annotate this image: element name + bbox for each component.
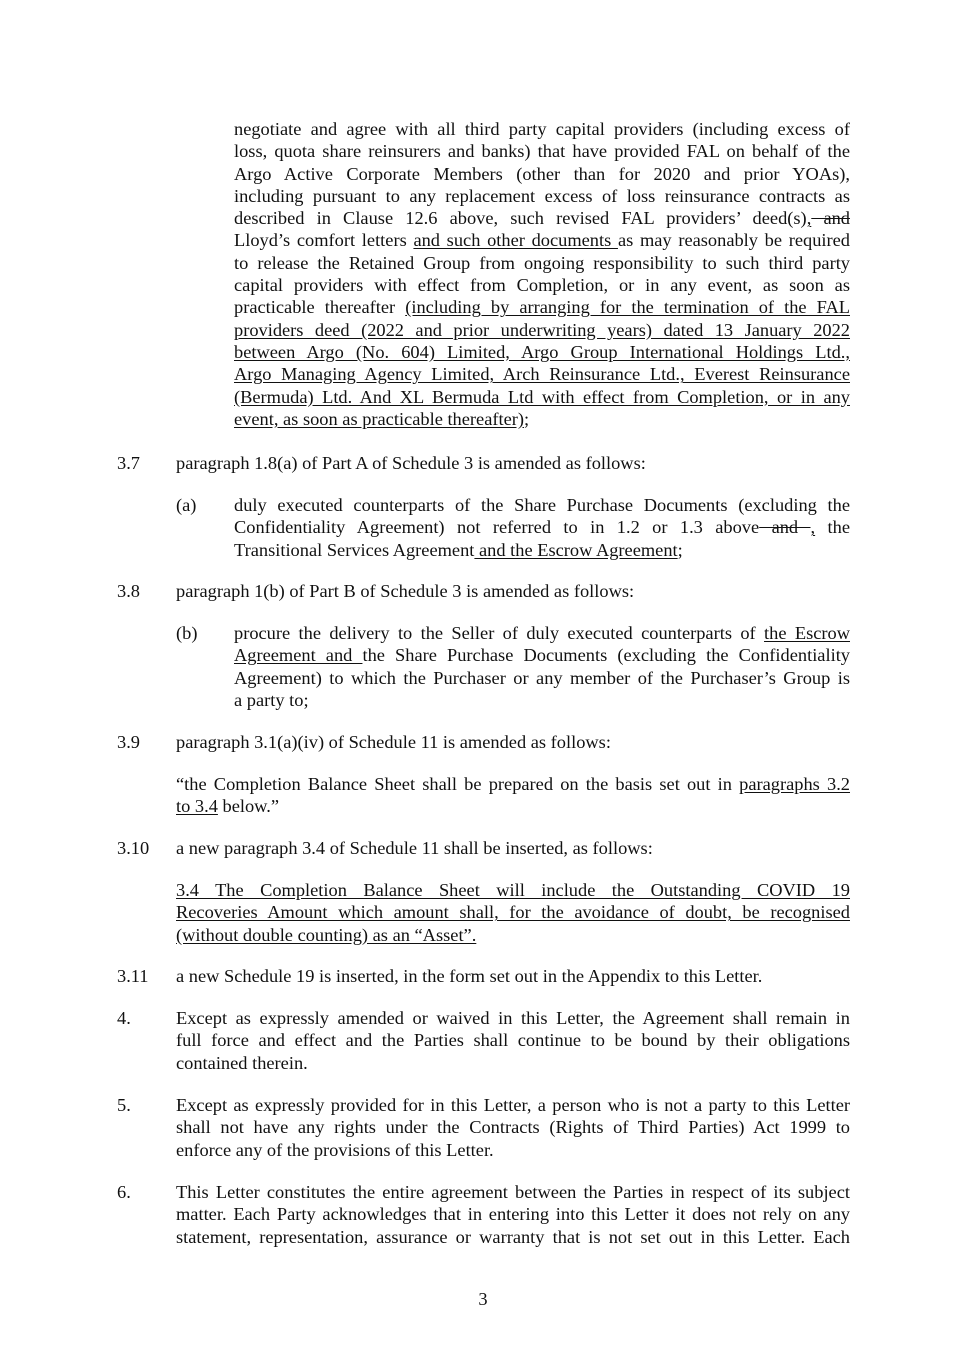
deleted-text: and xyxy=(759,517,811,538)
text-line: a party to; xyxy=(234,689,309,710)
text-line: Except as expressly provided for in this Letter, a person who is not a party to this Letter xyxy=(176,1095,850,1115)
text-line xyxy=(234,341,850,363)
clause-text xyxy=(176,1094,850,1161)
sub-clause-number: (a) xyxy=(176,495,197,515)
text-line xyxy=(176,773,850,795)
clause-number: 4. xyxy=(117,1008,131,1028)
text-line: shall not have any rights under the Contracts (Rights of Third Parties) Act 1999 to xyxy=(176,1117,850,1138)
clause-text xyxy=(176,1007,850,1074)
inserted-text: (including by arranging for the termination of the FAL xyxy=(405,297,850,318)
inserted-text: (without double counting) as an “Asset”. xyxy=(176,924,477,945)
inserted-text: , xyxy=(810,517,816,538)
clause-heading: paragraph 1(b) of Part B of Schedule 3 is amended as follows: xyxy=(176,581,635,601)
text-run: described in Clause 12.6 above, such revised FAL providers’ deed(s) xyxy=(234,208,807,229)
text-line: capital providers with effect from Completion, or in any event, as soon as xyxy=(234,275,850,296)
clause-number: 3.7 xyxy=(117,453,140,473)
text-line xyxy=(234,296,850,318)
text-line: Argo Active Corporate Members (other than for 2020 and prior YOAs), xyxy=(234,163,850,184)
text-run: practicable thereafter xyxy=(234,297,406,318)
text-line xyxy=(234,539,850,561)
clause-heading: a new paragraph 3.4 of Schedule 11 shall be inserted, as follows: xyxy=(176,838,653,858)
clause-number: 3.8 xyxy=(117,581,140,601)
continuation-paragraph xyxy=(234,118,850,430)
inserted-text: between Argo (No. 604) Limited, Argo Group International Holdings Ltd., xyxy=(234,341,850,362)
text-line: full force and effect and the Parties shall continue to be bound by their obligations xyxy=(176,1030,850,1051)
inserted-text: and the Escrow Agreement xyxy=(474,539,678,560)
text-line: to release the Retained Group from ongoing responsibility to such third party xyxy=(234,252,850,273)
text-line: Except as expressly amended or waived in this Letter, the Agreement shall remain in xyxy=(176,1008,850,1028)
text-line xyxy=(234,644,850,666)
text-line xyxy=(234,207,850,229)
page-number: 3 xyxy=(478,1289,488,1309)
clause-text: a new Schedule 19 is inserted, in the form set out in the Appendix to this Letter. xyxy=(176,966,763,986)
text-run: procure the delivery to the Seller of duly executed counterparts of xyxy=(234,623,765,643)
text-line: including pursuant to any replacement excess of loss reinsurance contracts as xyxy=(234,185,850,206)
deleted-text: and xyxy=(811,208,850,229)
text-run: the Share Purchase Documents (excluding the Confidentiality xyxy=(362,645,850,666)
inserted-text: Argo Managing Agency Limited, Arch Reinsurance Ltd., Everest Reinsurance xyxy=(234,364,850,385)
text-line: statement, representation, assurance or warranty that is not set out in this Letter. Each xyxy=(176,1226,850,1247)
text-line: matter. Each Party acknowledges that in entering into this Letter it does not rely on any xyxy=(176,1204,850,1225)
inserted-text: 3.4 The Completion Balance Sheet will include the Outstanding COVID 19 xyxy=(176,880,850,900)
text-run: the xyxy=(815,517,850,538)
text-line: duly executed counterparts of the Share Purchase Documents (excluding the xyxy=(234,495,850,515)
inserted-text: providers deed (2022 and prior underwriting years) dated 13 January 2022 xyxy=(234,319,850,340)
clause-text xyxy=(176,1181,850,1248)
inserted-text: and such other documents xyxy=(413,230,618,251)
inserted-paragraph xyxy=(176,879,850,946)
text-line xyxy=(176,924,850,946)
clause-number: 3.11 xyxy=(117,966,149,986)
text-line xyxy=(234,319,850,341)
text-run: Lloyd’s comfort letters xyxy=(234,230,414,251)
inserted-text: to 3.4 xyxy=(176,796,218,817)
text-line: This Letter constitutes the entire agreement between the Parties in respect of its subject xyxy=(176,1182,850,1202)
text-line xyxy=(234,386,850,408)
quoted-text xyxy=(176,773,850,818)
inserted-text: paragraphs 3.2 xyxy=(739,774,850,794)
clause-number: 3.9 xyxy=(117,732,140,752)
text-line xyxy=(176,795,850,817)
text-line xyxy=(234,229,850,251)
text-line: Agreement) to which the Purchaser or any member of the Purchaser’s Group is xyxy=(234,667,850,688)
text-run: ; xyxy=(524,408,530,429)
clause-number: 5. xyxy=(117,1095,131,1115)
text-line: negotiate and agree with all third party capital providers (including excess of xyxy=(234,119,850,139)
inserted-text: Recoveries Amount which amount shall, for the avoidance of doubt, be recognised xyxy=(176,902,850,923)
inserted-text: , xyxy=(806,208,812,229)
inserted-text: (Bermuda) Ltd. And XL Bermuda Ltd with effect from Completion, or in any xyxy=(234,386,850,407)
sub-clause-text xyxy=(234,494,850,561)
text-line xyxy=(234,516,850,538)
inserted-text: the Escrow xyxy=(764,623,850,643)
clause-number: 3.10 xyxy=(117,838,150,858)
text-run: as may reasonably be required xyxy=(617,230,850,251)
text-run: ; xyxy=(677,539,683,560)
clause-number: 6. xyxy=(117,1182,131,1202)
text-line xyxy=(234,363,850,385)
text-line: contained therein. xyxy=(176,1052,308,1073)
sub-clause-text xyxy=(234,622,850,711)
text-line: loss, quota share reinsurers and banks) that have provided FAL on behalf of the xyxy=(234,141,850,162)
inserted-text: event, as soon as practicable thereafter) xyxy=(234,408,525,429)
text-run: below.” xyxy=(217,796,280,817)
text-run: Transitional Services Agreement xyxy=(234,539,475,560)
clause-heading: paragraph 1.8(a) of Part A of Schedule 3 is amended as follows: xyxy=(176,453,646,473)
text-line xyxy=(176,901,850,923)
text-line: enforce any of the provisions of this Letter. xyxy=(176,1139,494,1160)
inserted-text: Agreement and xyxy=(234,645,363,666)
clause-heading: paragraph 3.1(a)(iv) of Schedule 11 is amended as follows: xyxy=(176,732,611,752)
text-line xyxy=(234,622,850,644)
text-line xyxy=(176,879,850,901)
text-run: Confidentiality Agreement) not referred to in 1.2 or 1.3 above xyxy=(234,517,760,538)
text-run: “the Completion Balance Sheet shall be prepared on the basis set out in xyxy=(176,774,740,794)
sub-clause-number: (b) xyxy=(176,623,198,643)
text-line xyxy=(234,408,850,430)
